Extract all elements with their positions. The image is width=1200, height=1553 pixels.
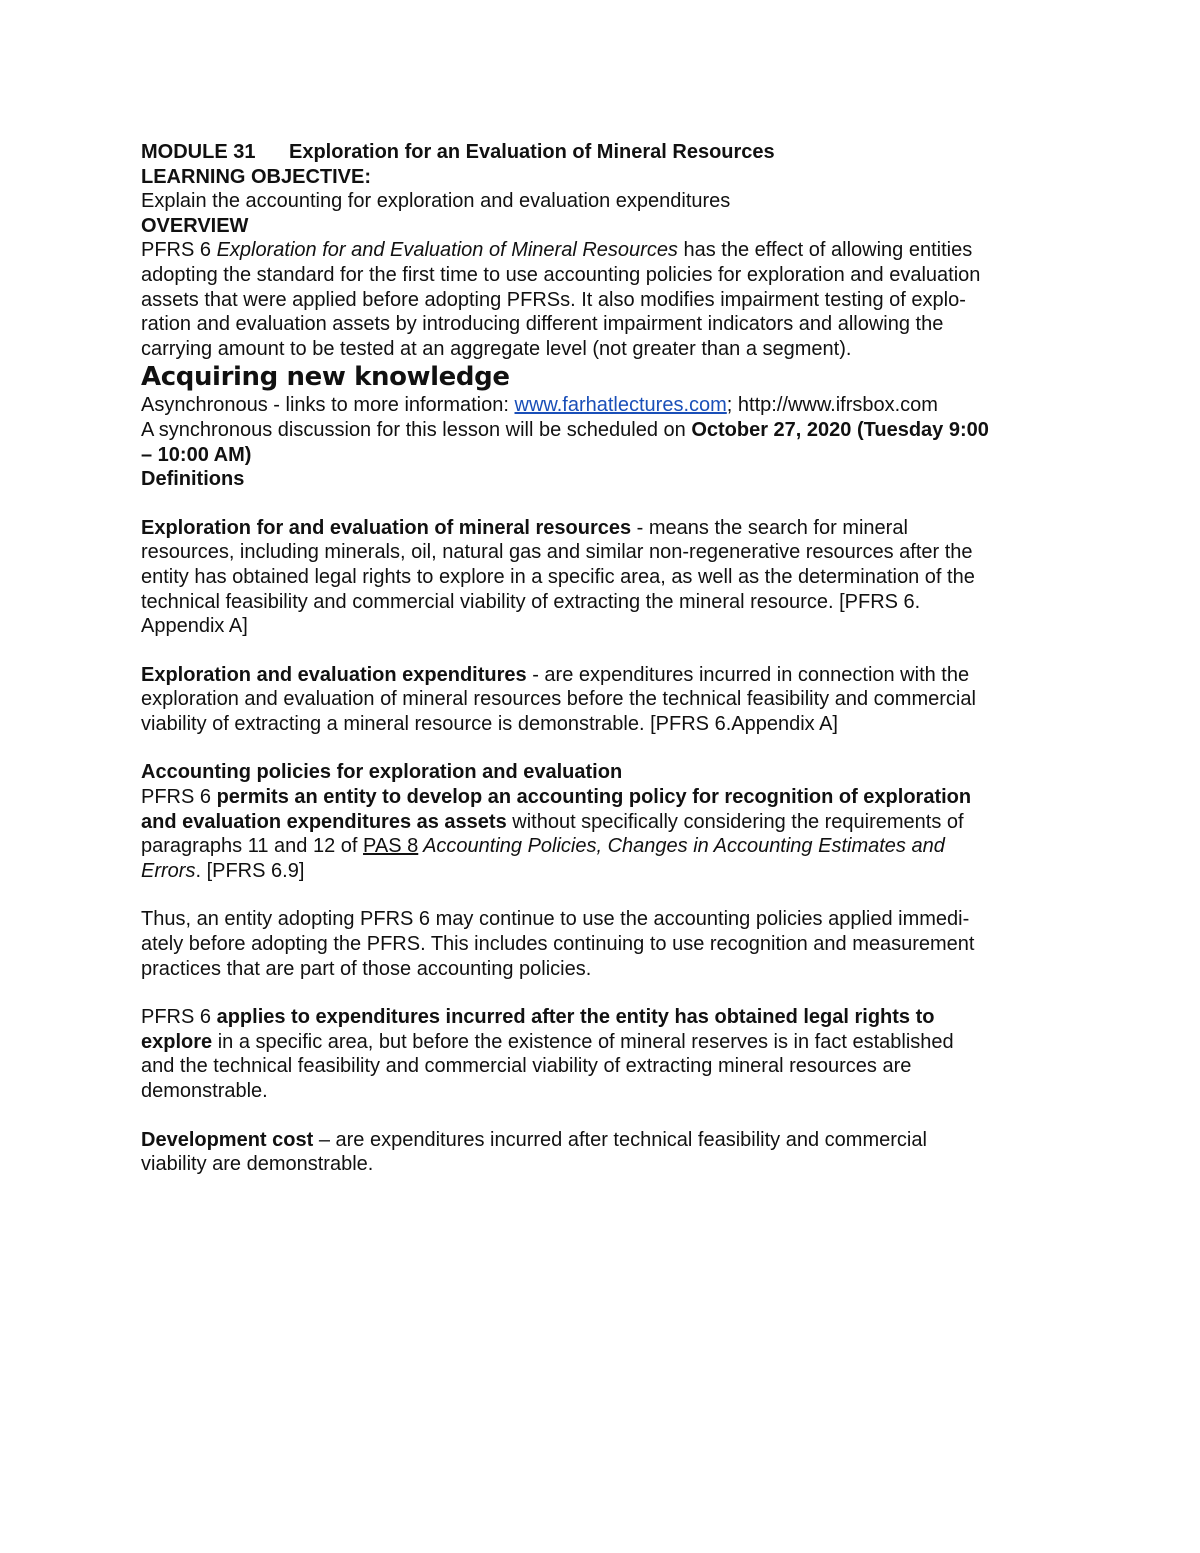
paragraph-line: and the technical feasibility and commercial viability of extracting mineral resources are — [141, 1055, 912, 1078]
policy-text: PFRS 6 — [141, 786, 217, 809]
pas8-title: Accounting Policies, Changes in Accounting Estimates and — [418, 835, 945, 858]
farhatlectures-link[interactable]: www.farhatlectures.com — [514, 394, 727, 417]
overview-paragraph — [141, 238, 1061, 361]
policy-text: without specifically considering the requirements of — [506, 810, 964, 833]
definition-line: technical feasibility and commercial viability of extracting the mineral resource. [PFRS 6. — [141, 590, 921, 613]
sync-line — [141, 418, 1061, 443]
overview-prefix: PFRS 6 — [141, 239, 217, 262]
pas8-reference: PAS 8 — [363, 835, 419, 858]
policy-bold: and evaluation expenditures as assets — [141, 810, 507, 833]
paragraph-line: Thus, an entity adopting PFRS 6 may continue to use the accounting policies applied immedi- — [141, 908, 970, 931]
document-page — [141, 140, 1061, 1177]
overview-line4: ration and evaluation assets by introducing different impairment indicators and allowing the — [141, 313, 944, 336]
policy-citation: . [PFRS 6.9] — [195, 859, 305, 882]
pas8-title-end: Errors — [141, 859, 196, 882]
paragraph-line: practices that are part of those accounting policies. — [141, 957, 592, 980]
definition-line: exploration and evaluation of mineral resources before the technical feasibility and commercial — [141, 688, 976, 711]
definition-term: Exploration for and evaluation of mineral resources — [141, 516, 632, 539]
overview-heading: OVERVIEW — [141, 214, 249, 237]
accounting-policies-heading: Accounting policies for exploration and evaluation — [141, 761, 623, 784]
sync-prefix: A synchronous discussion for this lesson will be scheduled on — [141, 418, 692, 441]
async-prefix: Asynchronous - links to more information: — [141, 394, 515, 417]
definition-expenditures — [141, 663, 1061, 737]
module-heading — [141, 140, 1061, 165]
ifrsbox-text: ; http://www.ifrsbox.com — [726, 394, 938, 417]
policy-paragraph-3 — [141, 1005, 1061, 1103]
overview-line3: assets that were applied before adopting PFRSs. It also modifies impairment testing of explo- — [141, 288, 966, 311]
definition-term: Exploration and evaluation expenditures — [141, 663, 527, 686]
definition-term: Development cost — [141, 1128, 314, 1151]
overview-line2: adopting the standard for the first time to use accounting policies for exploration and evaluation — [141, 263, 981, 286]
paragraph-line: demonstrable. — [141, 1080, 268, 1102]
definitions-heading: Definitions — [141, 468, 245, 491]
paragraph-text: in a specific area, but before the existence of mineral reserves is in fact established — [212, 1030, 954, 1053]
definition-text: - means the search for mineral — [631, 516, 908, 539]
policy-bold: permits an entity to develop an accounting policy for recognition of exploration — [216, 786, 972, 809]
learning-objective-text: Explain the accounting for exploration and evaluation expenditures — [141, 190, 731, 213]
definition-line: entity has obtained legal rights to explore in a specific area, as well as the determination of the — [141, 565, 975, 588]
definition-line: viability of extracting a mineral resource is demonstrable. [PFRS 6.Appendix A] — [141, 712, 838, 735]
policy-text: paragraphs 11 and 12 of — [141, 835, 364, 858]
module-title: Exploration for an Evaluation of Mineral Resources — [289, 141, 775, 163]
definition-line: resources, including minerals, oil, natural gas and similar non-regenerative resources after the — [141, 541, 973, 564]
definition-text: – are expenditures incurred after technical feasibility and commercial — [313, 1128, 927, 1151]
sync-time: – 10:00 AM) — [141, 443, 252, 466]
development-cost-definition — [141, 1128, 1061, 1177]
module-number: MODULE 31 — [141, 141, 256, 163]
policy-paragraph-2 — [141, 907, 1061, 981]
sync-line2 — [141, 443, 1061, 468]
definition-text: - are expenditures incurred in connection with the — [526, 663, 970, 686]
paragraph-bold: explore — [141, 1030, 213, 1053]
definition-exploration — [141, 516, 1061, 639]
acquiring-heading: Acquiring new knowledge — [141, 362, 510, 393]
paragraph-text: PFRS 6 — [141, 1006, 217, 1029]
pfrs6-title: Exploration for and Evaluation of Mineral Resources — [216, 239, 678, 262]
accounting-policies-section — [141, 760, 1061, 883]
definition-line: viability are demonstrable. — [141, 1153, 374, 1176]
paragraph-bold: applies to expenditures incurred after the entity has obtained legal rights to — [216, 1006, 935, 1029]
overview-line5: carrying amount to be tested at an aggregate level (not greater than a segment). — [141, 337, 852, 360]
async-line — [141, 393, 1061, 418]
overview-line1-rest: has the effect of allowing entities — [677, 239, 973, 262]
sync-date: October 27, 2020 (Tuesday 9:00 — [691, 418, 989, 441]
learning-objective-heading: LEARNING OBJECTIVE: — [141, 165, 372, 188]
paragraph-line: ately before adopting the PFRS. This includes continuing to use recognition and measurement — [141, 933, 975, 956]
definition-line: Appendix A] — [141, 615, 248, 638]
